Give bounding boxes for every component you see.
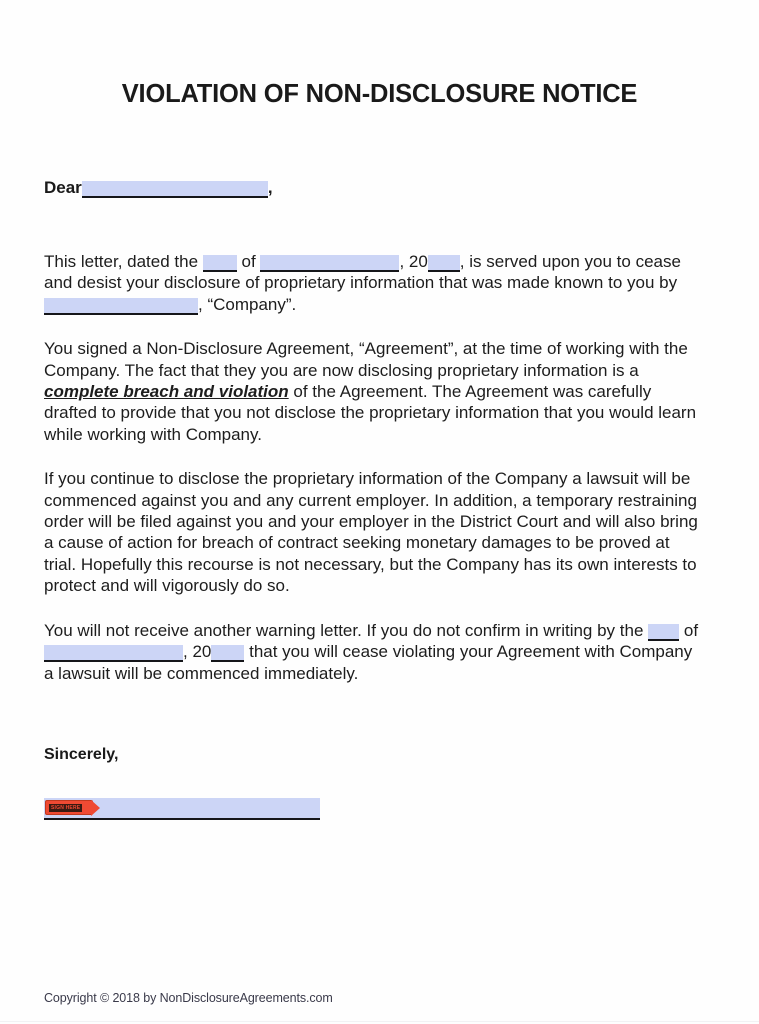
p1-segment-3: , 20 bbox=[399, 252, 428, 271]
paragraph-notice-date bbox=[44, 251, 706, 315]
company-name-field[interactable] bbox=[44, 298, 198, 315]
paragraph-deadline bbox=[44, 620, 706, 684]
p4-segment-2: of bbox=[683, 620, 699, 640]
footer-divider bbox=[0, 1021, 759, 1022]
p1-segment-5: , “Company”. bbox=[198, 294, 297, 314]
p1-segment-1: This letter, dated the bbox=[44, 252, 199, 271]
p4-segment-1: You will not receive another warning letter. If you do not confirm in writing by the bbox=[44, 620, 644, 640]
salutation-prefix: Dear bbox=[44, 178, 82, 197]
date-day-field[interactable] bbox=[203, 255, 237, 272]
signature-field[interactable] bbox=[44, 798, 320, 820]
paragraph-breach bbox=[44, 338, 706, 445]
letter-body bbox=[44, 175, 706, 684]
p4-segment-4: that you will cease violating your Agreement with Company a lawsuit will be commenced immediately. bbox=[44, 642, 693, 683]
page-title: VIOLATION OF NON-DISCLOSURE NOTICE bbox=[121, 80, 638, 109]
recipient-name-field[interactable] bbox=[82, 181, 268, 198]
breach-emphasis: complete breach and violation bbox=[44, 382, 289, 402]
salutation-suffix: , bbox=[267, 178, 273, 197]
footer-copyright: Copyright © 2018 by NonDisclosureAgreements.com bbox=[44, 991, 333, 1005]
salutation-line bbox=[44, 175, 706, 201]
deadline-month-field[interactable] bbox=[44, 645, 183, 662]
date-year-field[interactable] bbox=[428, 255, 460, 272]
p1-segment-2: of bbox=[241, 252, 256, 271]
deadline-year-field[interactable] bbox=[211, 645, 244, 662]
signature-block bbox=[44, 746, 444, 820]
paragraph-consequences: If you continue to disclose the proprietary information of the Company a lawsuit will be commenced against you and any current employer. In addition, a temporary restraining order will be filed against you and your employer in the District Court and will also bring a cause of action for breach of contract seeking monetary damages to be proved at trial. Hopefully this recourse is not necessary, but the Company has its own interests to protect and will vigorously do so. bbox=[44, 469, 698, 596]
sign-here-tag-icon[interactable] bbox=[45, 800, 93, 815]
date-month-field[interactable] bbox=[260, 255, 399, 272]
p4-segment-3: , 20 bbox=[183, 642, 212, 662]
sign-here-label: SIGN HERE bbox=[51, 804, 81, 811]
closing-label: Sincerely, bbox=[44, 746, 119, 763]
deadline-day-field[interactable] bbox=[648, 624, 679, 641]
p1-segment-4: , is served upon you to cease and desist your disclosure of proprietary information that was made known to you by bbox=[44, 252, 681, 293]
p2-segment-2: of the Agreement. The Agreement was carefully drafted to provide that you not disclose the proprietary information that you would learn while working with Company. bbox=[44, 382, 697, 444]
p2-segment-1: You signed a Non-Disclosure Agreement, “Agreement”, at the time of working with the Company. The fact that they you are now disclosing proprietary information is a bbox=[44, 339, 688, 380]
